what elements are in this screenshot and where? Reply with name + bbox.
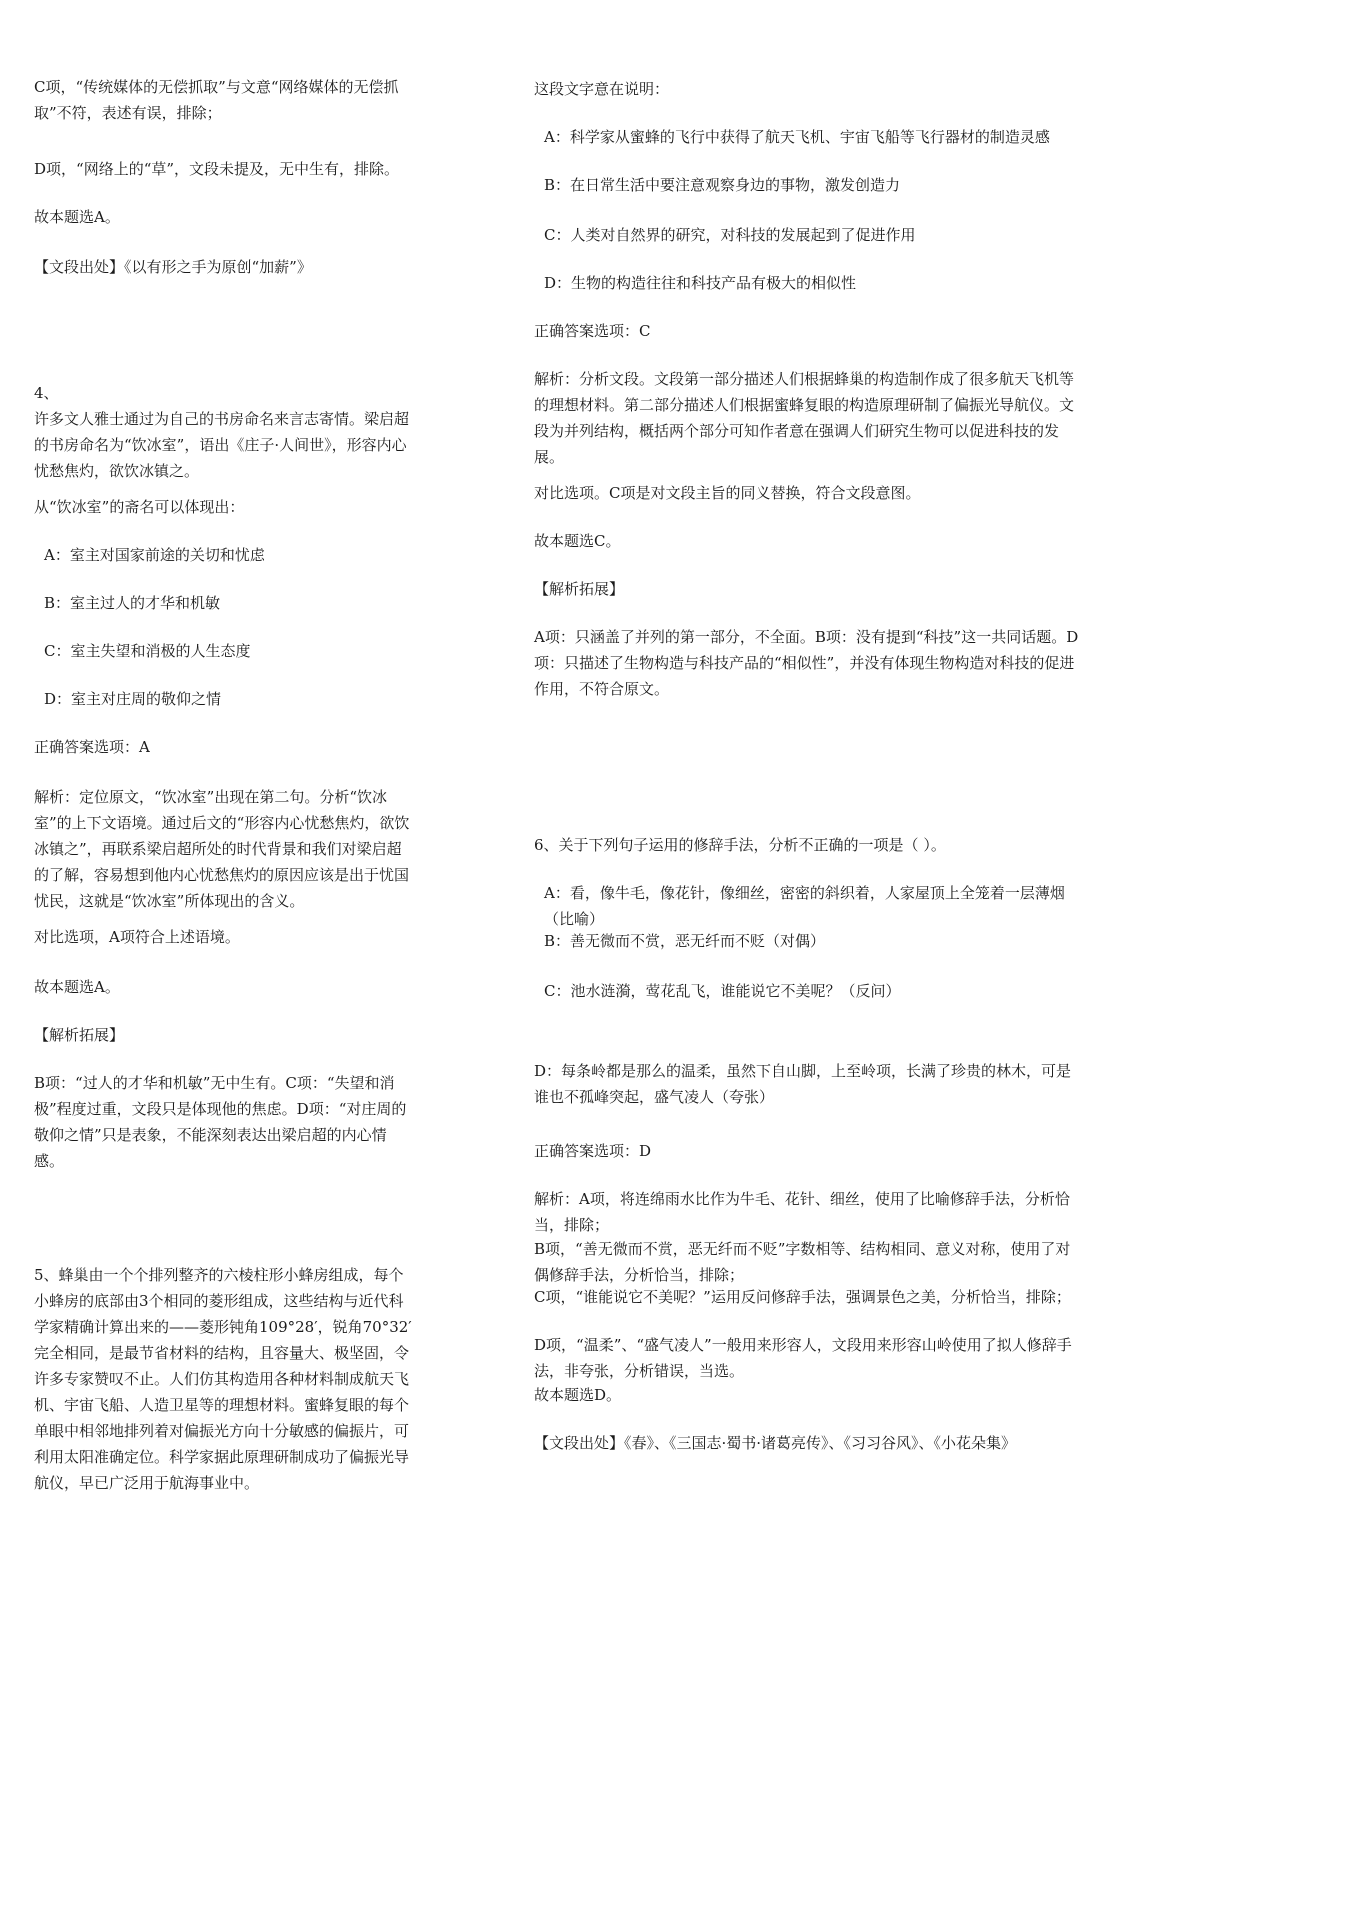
- q6-option-a: A：看，像牛毛，像花针，像细丝，密密的斜织着，人家屋顶上全笼着一层薄烟（比喻）: [544, 884, 1065, 928]
- q6-conclusion: 故本题选D。: [534, 1386, 622, 1404]
- q5-question: 这段文字意在说明：: [534, 80, 670, 98]
- q4-option-d: D：室主对庄周的敬仰之情: [44, 690, 222, 708]
- q6-question: 6、关于下列句子运用的修辞手法，分析不正确的一项是（ ）。: [534, 836, 946, 854]
- q4-answer: 正确答案选项：A: [34, 738, 150, 756]
- q5-conclusion: 故本题选C。: [534, 532, 621, 550]
- q5-option-c: C：人类对自然界的研究，对科技的发展起到了促进作用: [544, 226, 916, 244]
- q6-option-b: B：善无微而不赏，恶无纤而不贬（对偶）: [544, 932, 826, 950]
- q6-option-c: C：池水涟漪，莺花乱飞，谁能说它不美呢？（反问）: [544, 982, 901, 1000]
- q4-option-c: C：室主失望和消极的人生态度: [44, 642, 251, 660]
- q5-extension-title: 【解析拓展】: [534, 580, 625, 598]
- q5-passage: 5、蜂巢由一个个排列整齐的六棱柱形小蜂房组成，每个小蜂房的底部由3个相同的菱形组成，这些结构与近代科学家精确计算出来的——菱形钝角109°28′，锐角70°32′完全相同，是最节省材料的结构，且容量大、极坚固，令许多专家赞叹不止。人们仿其构造用各种材料制成航天飞机、宇宙飞船、人造卫星等的理想材料。蜜蜂复眼的每个单眼中相邻地排列着对偏振光方向十分敏感的偏振片，可利用太阳准确定位。科学家据此原理研制成功了偏振光导航仪，早已广泛用于航海事业中。: [34, 1266, 412, 1492]
- q4-extension-body: B项：“过人的才华和机敏”无中生有。C项：“失望和消极”程度过重，文段只是体现他的焦虑。D项：“对庄周的敬仰之情”只是表象，不能深刻表达出梁启超的内心情感。: [34, 1074, 407, 1170]
- q3-analysis-d: D项，“网络上的“草”，文段未提及，无中生有，排除。: [34, 160, 400, 178]
- q4-passage: 许多文人雅士通过为自己的书房命名来言志寄情。梁启超的书房命名为“饮冰室”，语出《庄子·人间世》，形容内心忧愁焦灼，欲饮冰镇之。: [34, 410, 410, 480]
- q6-option-d: D：每条岭都是那么的温柔，虽然下自山脚，上至岭项，长满了珍贵的林木，可是谁也不孤峰突起，盛气凌人（夸张）: [534, 1062, 1072, 1106]
- q5-option-a: A：科学家从蜜蜂的飞行中获得了航天飞机、宇宙飞船等飞行器材的制造灵感: [544, 128, 1050, 146]
- q4-number: 4、: [34, 384, 59, 402]
- q4-conclusion: 故本题选A。: [34, 978, 120, 996]
- q3-analysis-c: C项，“传统媒体的无偿抓取”与文意“网络媒体的无偿抓取”不符，表述有误，排除；: [34, 78, 399, 122]
- q3-source: 【文段出处】《以有形之手为原创“加薪”》: [34, 258, 312, 276]
- q4-extension-title: 【解析拓展】: [34, 1026, 125, 1044]
- q6-analysis-d: D项，“温柔”、“盛气凌人”一般用来形容人，文段用来形容山岭使用了拟人修辞手法，非夸张，分析错误，当选。: [534, 1336, 1072, 1380]
- q6-answer: 正确答案选项：D: [534, 1142, 652, 1160]
- q6-analysis-b: B项，“善无微而不赏，恶无纤而不贬”字数相等、结构相同、意义对称，使用了对偶修辞手法，分析恰当，排除；: [534, 1240, 1071, 1284]
- q4-compare: 对比选项，A项符合上述语境。: [34, 928, 240, 946]
- q6-source: 【文段出处】《春》、《三国志·蜀书·诸葛亮传》、《习习谷风》、《小花朵集》: [534, 1434, 1017, 1452]
- q5-analysis: 解析：分析文段。文段第一部分描述人们根据蜂巢的构造制作成了很多航天飞机等的理想材料。第二部分描述人们根据蜜蜂复眼的构造原理研制了偏振光导航仪。文段为并列结构，概括两个部分可知作者意在强调人们研究生物可以促进科技的发展。: [534, 370, 1075, 466]
- q3-conclusion: 故本题选A。: [34, 208, 120, 226]
- q4-option-a: A：室主对国家前途的关切和忧虑: [44, 546, 265, 564]
- q5-option-d: D：生物的构造往往和科技产品有极大的相似性: [544, 274, 857, 292]
- q6-analysis-a: 解析：A项，将连绵雨水比作为牛毛、花针、细丝，使用了比喻修辞手法，分析恰当，排除；: [534, 1190, 1070, 1234]
- q4-analysis: 解析：定位原文，“饮冰室”出现在第二句。分析“饮冰室”的上下文语境。通过后文的“形容内心忧愁焦灼，欲饮冰镇之”，再联系梁启超所处的时代背景和我们对梁启超的了解，容易想到他内心忧愁焦灼的原因应该是出于忧国忧民，这就是“饮冰室”所体现出的含义。: [34, 788, 410, 910]
- q4-question: 从“饮冰室”的斋名可以体现出：: [34, 498, 245, 516]
- q6-analysis-c: C项，“谁能说它不美呢？”运用反问修辞手法，强调景色之美，分析恰当，排除；: [534, 1288, 1071, 1306]
- q5-answer: 正确答案选项：C: [534, 322, 651, 340]
- q5-compare: 对比选项。C项是对文段主旨的同义替换，符合文段意图。: [534, 484, 921, 502]
- q5-extension-body: A项：只涵盖了并列的第一部分，不全面。B项：没有提到“科技”这一共同话题。D项：只描述了生物构造与科技产品的“相似性”，并没有体现生物构造对科技的促进作用，不符合原文。: [534, 628, 1079, 698]
- q4-option-b: B：室主过人的才华和机敏: [44, 594, 221, 612]
- q5-option-b: B：在日常生活中要注意观察身边的事物，激发创造力: [544, 176, 901, 194]
